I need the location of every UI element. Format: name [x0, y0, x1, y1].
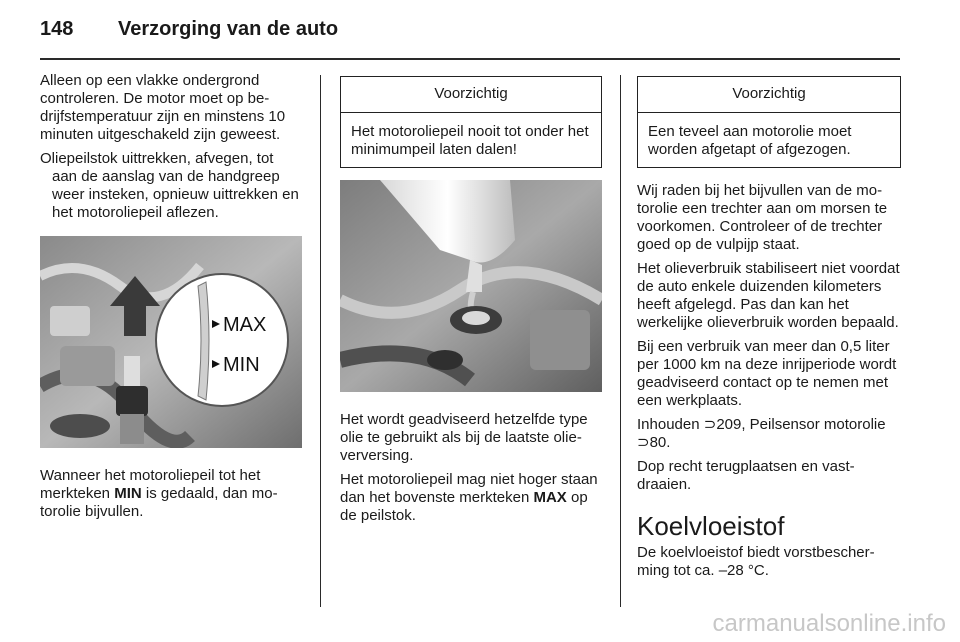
- caution-box: [637, 76, 901, 168]
- paragraph: Het motoroliepeil mag niet hoger staan dan het bovenste merkteken MAX op de peilstok.: [340, 471, 598, 524]
- ref-arrow-icon: ⊃: [637, 434, 650, 451]
- page-number: 148: [40, 18, 74, 40]
- paragraph: Wanneer het motoroliepeil tot het merkteken MIN is gedaald, dan motorolie bijvullen.: [40, 467, 278, 520]
- section-heading: Koelvloeistof: [637, 511, 785, 541]
- column-divider: [320, 75, 321, 607]
- caution-title: Voorzichtig: [341, 77, 601, 113]
- header-rule: [40, 58, 900, 60]
- caution-title: Voorzichtig: [638, 77, 900, 113]
- magnifier-circle: [156, 274, 288, 406]
- dipstick-figure: [40, 236, 302, 453]
- oil-fill-illustration: [340, 180, 602, 392]
- oil-fill-figure: [340, 180, 602, 397]
- dipstick-illustration: [40, 236, 302, 448]
- min-label: MIN: [223, 354, 260, 376]
- column-left: [40, 72, 302, 527]
- page-title: Verzorging van de auto: [118, 18, 339, 40]
- max-mark: MAX: [533, 489, 567, 506]
- min-mark: MIN: [114, 485, 142, 502]
- page-header: [40, 12, 900, 52]
- paragraph: Inhouden ⊃209, Peilsensor motorolie ⊃80.: [637, 416, 886, 451]
- caution-text: Een teveel aan motorolie moet worden afgetapt of afgezogen.: [648, 123, 852, 158]
- column-right: [637, 72, 901, 586]
- column-divider: [620, 75, 621, 607]
- max-label: MAX: [223, 314, 267, 336]
- paragraph: De koelvloeistof biedt vorstbescherming tot ca. –28 °C.: [637, 544, 875, 579]
- paragraph: Bij een verbruik van meer dan 0,5 liter per 1000 km na deze inrijperiode wordt geadviseerd contact op te nemen met een werkplaats.: [637, 338, 897, 409]
- column-middle: [340, 72, 602, 531]
- paragraph: Alleen op een vlakke ondergrond controleren. De motor moet op bedrijfstemperatuur zijn en minstens 10 minuten uitgeschakeld zijn geweest.: [40, 72, 286, 143]
- paragraph: Het wordt geadviseerd hetzelfde type olie te gebruikt als bij de laatste olieverversing.: [340, 411, 588, 464]
- paragraph: Oliepeilstok uittrekken, afvegen, tot aan de aanslag van de handgreep weer insteken, opnieuw uittrekken en het motoroliepeil aflezen.: [40, 150, 299, 221]
- paragraph: Wij raden bij het bijvullen van de motorolie een trechter aan om morsen te voorkomen. Controleer of de trechter goed op de vulpijp staat.: [637, 182, 888, 253]
- caution-text: Het motoroliepeil nooit tot onder het minimumpeil laten dalen!: [351, 123, 589, 158]
- ref-arrow-icon: ⊃: [703, 416, 717, 433]
- paragraph: Het olieverbruik stabiliseert niet voordat de auto enkele duizenden kilometers heeft afgelegd. Pas dan kan het werkelijke olieverbruik worden bepaald.: [637, 260, 900, 331]
- ref-link[interactable]: 209: [716, 416, 742, 433]
- paragraph: Dop recht terugplaatsen en vastdraaien.: [637, 458, 855, 493]
- ref-link[interactable]: 80: [649, 434, 667, 451]
- caution-box: [340, 76, 602, 168]
- watermark: carmanualsonline.info: [712, 610, 946, 637]
